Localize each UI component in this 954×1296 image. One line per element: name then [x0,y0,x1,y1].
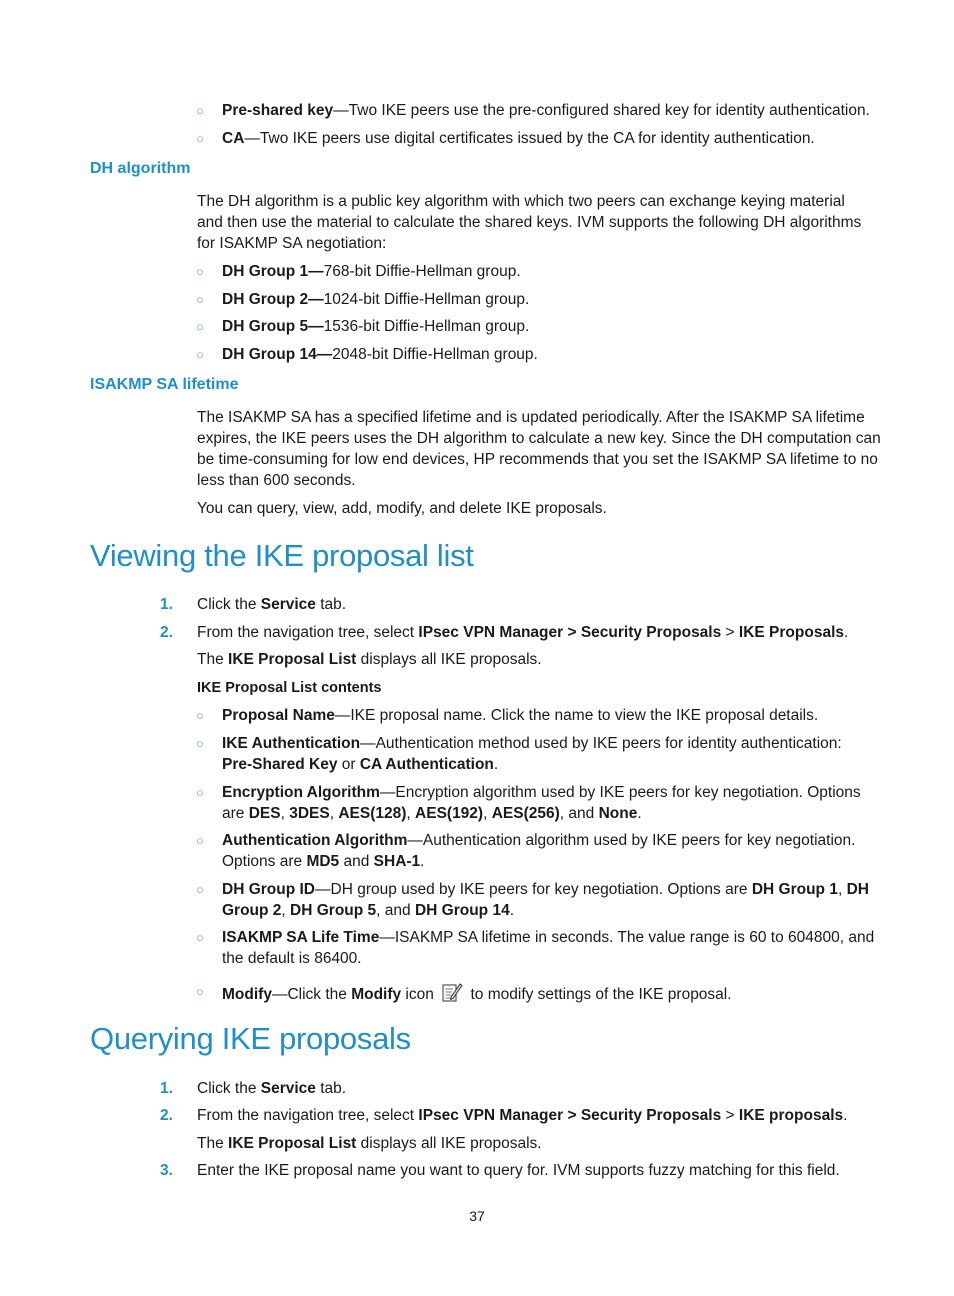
bullet-icon: ○ [196,708,204,723]
list-item: DH Group 5—1536-bit Diffie-Hellman group. [222,318,530,335]
list-item: ISAKMP SA Life Time—ISAKMP SA lifetime in seconds. The value range is 60 to 604800, and [222,929,875,946]
list-item: Pre-shared key—Two IKE peers use the pre-configured shared key for identity authentication. [222,102,870,119]
page-number: 37 [469,1208,485,1224]
paragraph-line: You can query, view, add, modify, and delete IKE proposals. [197,500,607,517]
step-number: 2. [160,1107,173,1124]
step-note: The IKE Proposal List displays all IKE proposals. [197,651,542,668]
step-number: 1. [160,596,173,613]
bullet-icon: ○ [196,882,204,897]
bullet-icon: ○ [196,736,204,751]
step-text: From the navigation tree, select IPsec VPN Manager > Security Proposals > IKE Proposals. [197,624,849,641]
paragraph-line: for ISAKMP SA negotiation: [197,235,387,252]
step-text: From the navigation tree, select IPsec VPN Manager > Security Proposals > IKE proposals. [197,1107,848,1124]
step-number: 1. [160,1080,173,1097]
paragraph-line: less than 600 seconds. [197,472,356,489]
list-item-continuation: are DES, 3DES, AES(128), AES(192), AES(256), and None. [222,805,642,822]
modify-icon[interactable] [441,981,463,1003]
step-note: The IKE Proposal List displays all IKE proposals. [197,1135,542,1152]
list-item-continuation: Options are MD5 and SHA-1. [222,853,425,870]
paragraph-line: The DH algorithm is a public key algorithm with which two peers can exchange keying material [197,193,845,210]
paragraph-line: and then use the material to calculate the shared keys. IVM supports the following DH algorithms [197,214,862,231]
list-item: DH Group 1—768-bit Diffie-Hellman group. [222,263,521,280]
step-number: 2. [160,624,173,641]
contents-label: IKE Proposal List contents [197,680,382,696]
bullet-icon: ○ [196,930,204,945]
paragraph-line: The ISAKMP SA has a specified lifetime and is updated periodically. After the ISAKMP SA lifetime [197,409,865,426]
page-heading-viewing: Viewing the IKE proposal list [90,538,474,573]
step-number: 3. [160,1162,173,1179]
list-item: DH Group ID—DH group used by IKE peers for key negotiation. Options are DH Group 1, DH [222,881,869,898]
list-item: DH Group 2—1024-bit Diffie-Hellman group. [222,291,530,308]
list-item: Encryption Algorithm—Encryption algorithm used by IKE peers for key negotiation. Options [222,784,861,801]
bullet-icon: ○ [196,833,204,848]
bullet-icon: ○ [196,131,204,146]
step-text: Click the Service tab. [197,596,347,613]
paragraph-line: expires, the IKE peers uses the DH algorithm to calculate a new key. Since the DH computation can [197,430,881,447]
step-text: Enter the IKE proposal name you want to query for. IVM supports fuzzy matching for this field. [197,1162,840,1179]
list-item-continuation: Pre-Shared Key or CA Authentication. [222,756,499,773]
bullet-icon: ○ [196,103,204,118]
list-item-continuation: Group 2, DH Group 5, and DH Group 14. [222,902,514,919]
list-item: Modify—Click the Modify icon to modify settings of the IKE proposal. [222,981,732,1005]
bullet-icon: ○ [196,292,204,307]
list-item: Proposal Name—IKE proposal name. Click the name to view the IKE proposal details. [222,707,819,724]
section-heading-dh: DH algorithm [90,160,191,177]
bullet-icon: ○ [196,319,204,334]
list-item-continuation: the default is 86400. [222,950,362,967]
list-item: Authentication Algorithm—Authentication algorithm used by IKE peers for key negotiation. [222,832,856,849]
paragraph-line: be time-consuming for low end devices, HP recommends that you set the ISAKMP SA lifetime to no [197,451,878,468]
bullet-icon: ○ [196,264,204,279]
bullet-icon: ○ [196,785,204,800]
list-item: CA—Two IKE peers use digital certificates issued by the CA for identity authentication. [222,130,815,147]
bullet-icon: ○ [196,984,204,999]
list-item: DH Group 14—2048-bit Diffie-Hellman group. [222,346,538,363]
section-heading-isakmp: ISAKMP SA lifetime [90,376,239,393]
page-heading-querying: Querying IKE proposals [90,1021,411,1056]
list-item: IKE Authentication—Authentication method used by IKE peers for identity authentication: [222,735,842,752]
bullet-icon: ○ [196,347,204,362]
step-text: Click the Service tab. [197,1080,347,1097]
